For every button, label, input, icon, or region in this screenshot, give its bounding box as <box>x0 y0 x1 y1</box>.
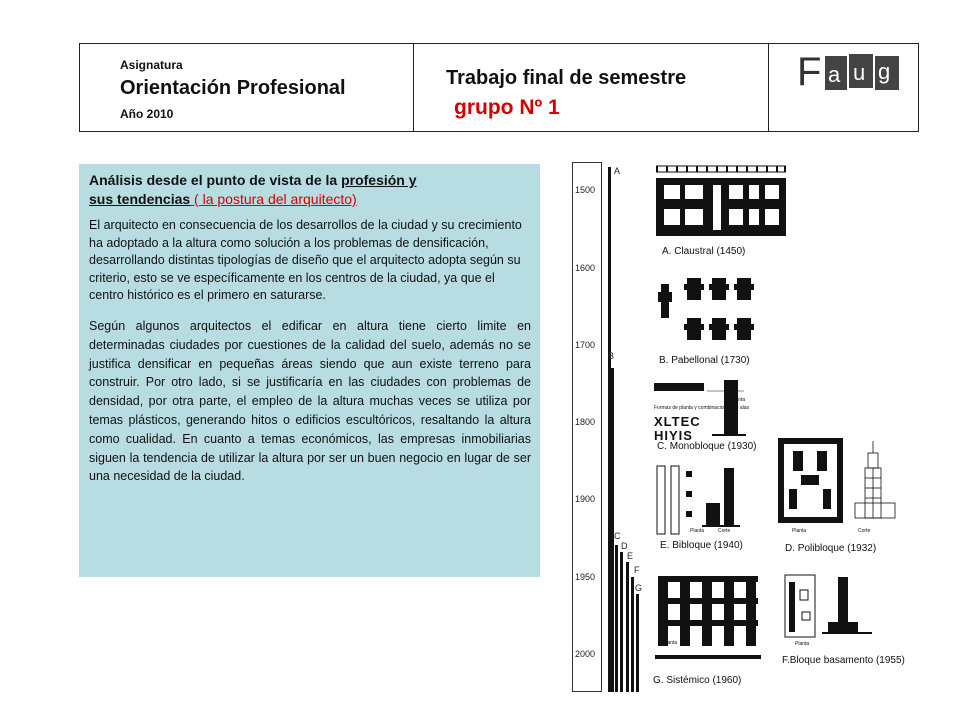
year-label: 1600 <box>575 263 596 273</box>
subject-year: Año 2010 <box>120 107 174 121</box>
work-group: grupo Nº 1 <box>454 96 560 119</box>
bibloque-drawing <box>654 463 744 538</box>
analysis-box <box>79 164 540 577</box>
typology-label-sistemico: G. Sistémico (1960) <box>653 675 742 686</box>
svg-text:u: u <box>853 60 866 85</box>
svg-text:F: F <box>797 50 822 91</box>
timeline-marker-bar-b <box>611 368 614 692</box>
typology-label-pabellonal: B. Pabellonal (1730) <box>659 355 750 366</box>
timeline-marker-bar-f <box>631 577 634 692</box>
monobloque-letters-1: XLTEC <box>654 414 701 429</box>
timeline-marker-bar-c <box>615 545 618 692</box>
svg-text:g: g <box>878 59 891 84</box>
timeline-marker-label: D <box>621 541 628 551</box>
typology-label-bibloque: E. Bibloque (1940) <box>660 540 743 551</box>
timeline-marker-label: G <box>635 583 643 593</box>
timeline-bar <box>572 162 602 692</box>
timeline-marker-label: E <box>627 551 634 561</box>
analysis-paragraph-1: El arquitecto en consecuencia de los desarrollos de la ciudad y su crecimiento ha adoptado a la altura como solución a los problemas de densificación, desarrollando distintas tipologías de diseño que el arquitecto adopta según su criterio, esto se ve específicamente en los centros de la ciudad, ya que el centro histórico es el primero en saturarse. <box>89 218 522 303</box>
basamento-corte: Corte <box>838 628 851 634</box>
claustral-drawing <box>651 163 791 243</box>
typology-label-claustral: A. Claustral (1450) <box>662 246 746 257</box>
timeline-marker-label: B <box>608 351 615 361</box>
monobloque-letters-2: HIYIS <box>654 428 693 443</box>
year-label: 1900 <box>575 494 596 504</box>
subject-name: Orientación Profesional <box>120 77 346 99</box>
analysis-title: Análisis desde el punto de vista de la profesión y sus tendencias ( la postura del arquitecto) <box>89 172 417 207</box>
timeline-marker-bar-g <box>636 594 639 692</box>
sistemico-planta: Planta <box>663 640 678 646</box>
basamento-drawing <box>782 572 882 647</box>
bibloque-planta: Planta <box>690 528 705 534</box>
timeline-marker-label: F <box>634 565 640 575</box>
year-label: 1800 <box>575 417 596 427</box>
year-label: 1500 <box>575 185 596 195</box>
typology-label-polibloque: D. Polibloque (1932) <box>785 543 877 554</box>
monobloque-caption: Formas de planta y combinaciones de alas <box>654 405 750 411</box>
basamento-planta: Planta <box>795 641 810 647</box>
typology-label-monobloque: C. Monobloque (1930) <box>657 441 757 452</box>
work-title: Trabajo final de semestre <box>446 67 687 89</box>
pabellonal-drawing <box>655 270 765 345</box>
header-divider <box>413 44 414 131</box>
year-label: 1700 <box>575 340 596 350</box>
timeline-marker-bar-e <box>626 562 629 692</box>
timeline-marker-bar-d <box>620 552 623 692</box>
sistemico-drawing <box>653 568 763 663</box>
bibloque-corte: Corte <box>718 528 731 534</box>
timeline-marker-label: C <box>614 531 621 541</box>
subject-label: Asignatura <box>120 58 183 72</box>
polibloque-planta: Planta <box>792 528 807 534</box>
year-label: 1950 <box>575 572 596 582</box>
header-box <box>79 43 919 132</box>
header-divider <box>768 44 769 131</box>
typology-label-basamento: F.Bloque basamento (1955) <box>782 655 905 666</box>
polibloque-drawing <box>775 433 905 528</box>
timeline-marker-label: A <box>614 166 621 176</box>
svg-text:a: a <box>828 62 841 87</box>
year-label: 2000 <box>575 649 596 659</box>
analysis-paragraph-2: Según algunos arquitectos el edificar en altura tiene cierto limite en determinadas ciudades por cuestiones de la calidad del suelo, además no se justifica densificar en pequeñas áreas siendo que aun existe terreno para construir. Por otro lado, si se justificaría en las ciudades con problemas de densidad, por otra parte, el empleo de la altura muchas veces se utiliza por temas plásticos, generando hitos o edificios escultóricos, resaltando la altura como cualidad. En cuanto a temas económicos, las empresas inmobiliarias siguen la tendencia de utilizar la altura por ser un buen negocio en lugar de ser una necesidad de la ciudad. <box>89 318 531 484</box>
monobloque-planta: Planta <box>731 397 746 403</box>
faug-logo <box>795 49 901 91</box>
polibloque-corte: Corte <box>858 528 871 534</box>
